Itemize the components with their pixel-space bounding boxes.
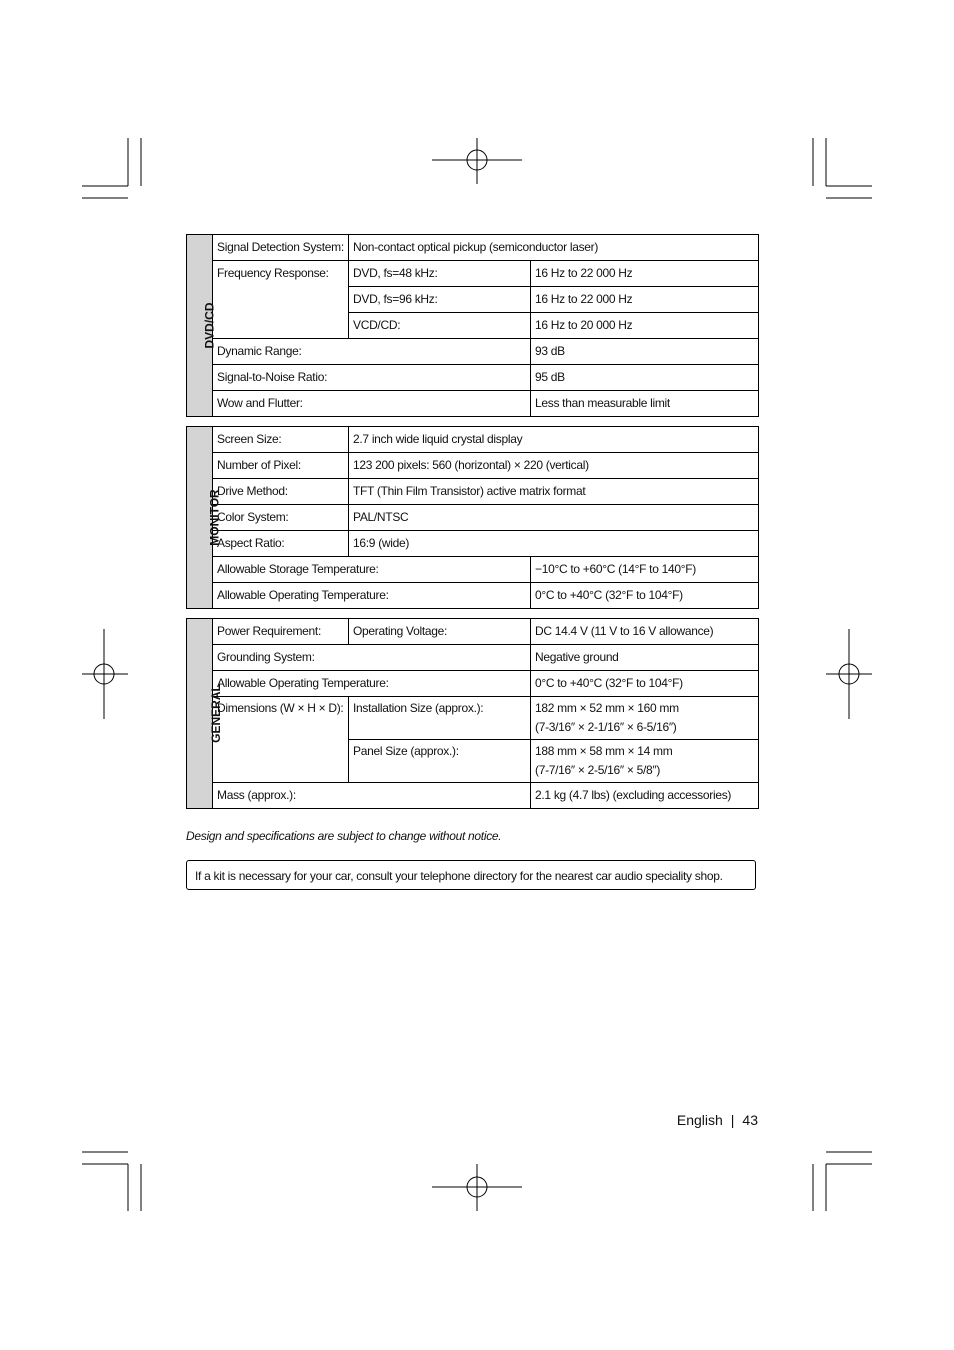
spec-label: Allowable Storage Temperature: [213,557,531,583]
footer-separator: | [730,1112,735,1128]
category-label: GENERAL [208,684,223,743]
table-row [187,505,759,531]
table-row [187,671,759,697]
spec-label: Frequency Response: [213,261,349,339]
dvd-cd-spec-table [186,234,759,417]
spec-value: Negative ground [531,645,759,671]
spec-value: DC 14.4 V (11 V to 16 V allowance) [531,619,759,645]
monitor-spec-table [186,426,759,609]
spec-condition: DVD, fs=48 kHz: [349,261,531,287]
footer-language: English [676,1112,723,1128]
spec-label: Dimensions (W × H × D): [213,697,349,783]
spec-label: Drive Method: [213,479,349,505]
spec-value: 0°C to +40°C (32°F to 104°F) [531,583,759,609]
spec-label: Signal Detection System: [213,235,349,261]
spec-label: Color System: [213,505,349,531]
page-footer [677,1112,758,1128]
spec-label: Allowable Operating Temperature: [213,583,531,609]
table-row [187,697,759,740]
table-row [187,427,759,453]
table-row [187,261,759,287]
spec-value: 2.7 inch wide liquid crystal display [349,427,759,453]
general-spec-table [186,618,759,809]
spec-value: 16:9 (wide) [349,531,759,557]
spec-change-notice: Design and specifications are subject to change without notice. [186,829,502,843]
spec-value: −10°C to +60°C (14°F to 140°F) [531,557,759,583]
spec-value: 16 Hz to 20 000 Hz [531,313,759,339]
spec-value: Non-contact optical pickup (semiconductor laser) [349,235,759,261]
spec-value: 93 dB [531,339,759,365]
category-label: MONITOR [207,489,222,546]
spec-label: Screen Size: [213,427,349,453]
spec-condition: Installation Size (approx.): [349,697,531,740]
spec-condition: VCD/CD: [349,313,531,339]
spec-condition: Operating Voltage: [349,619,531,645]
installation-kit-note: If a kit is necessary for your car, consult your telephone directory for the nearest car audio speciality shop. [186,860,756,890]
value-line: 182 mm × 52 mm × 160 mm [535,701,679,715]
table-row [187,391,759,417]
spec-value: 95 dB [531,365,759,391]
table-row [187,531,759,557]
spec-value: TFT (Thin Film Transistor) active matrix format [349,479,759,505]
spec-value: 2.1 kg (4.7 lbs) (excluding accessories) [531,783,759,809]
spec-label: Dynamic Range: [213,339,531,365]
spec-label: Power Requirement: [213,619,349,645]
table-row [187,339,759,365]
table-row [187,235,759,261]
spec-label: Signal-to-Noise Ratio: [213,365,531,391]
spec-value [531,740,759,783]
value-line: (7-3/16″ × 2-1/16″ × 6-5/16″) [535,720,677,734]
table-row [187,453,759,479]
value-line: (7-7/16″ × 2-5/16″ × 5/8″) [535,763,661,777]
spec-label: Wow and Flutter: [213,391,531,417]
spec-value: Less than measurable limit [531,391,759,417]
spec-value: 16 Hz to 22 000 Hz [531,261,759,287]
table-row [187,783,759,809]
spec-value [531,697,759,740]
table-row [187,583,759,609]
spec-condition: DVD, fs=96 kHz: [349,287,531,313]
category-cell [187,619,223,809]
table-row [187,557,759,583]
spec-label: Mass (approx.): [213,783,531,809]
spec-value: PAL/NTSC [349,505,759,531]
spec-condition: Panel Size (approx.): [349,740,531,783]
table-row [187,365,759,391]
spec-label: Allowable Operating Temperature: [213,671,531,697]
spec-label: Number of Pixel: [213,453,349,479]
category-label: DVD/CD [202,302,217,349]
spec-label: Grounding System: [213,645,531,671]
table-row [187,645,759,671]
table-row [187,619,759,645]
spec-value: 16 Hz to 22 000 Hz [531,287,759,313]
table-row [187,479,759,505]
spec-value: 123 200 pixels: 560 (horizontal) × 220 (vertical) [349,453,759,479]
spec-value: 0°C to +40°C (32°F to 104°F) [531,671,759,697]
value-line: 188 mm × 58 mm × 14 mm [535,744,673,758]
spec-label: Aspect Ratio: [213,531,349,557]
category-cell [187,427,222,609]
page-number: 43 [742,1112,758,1128]
category-cell [187,235,217,417]
